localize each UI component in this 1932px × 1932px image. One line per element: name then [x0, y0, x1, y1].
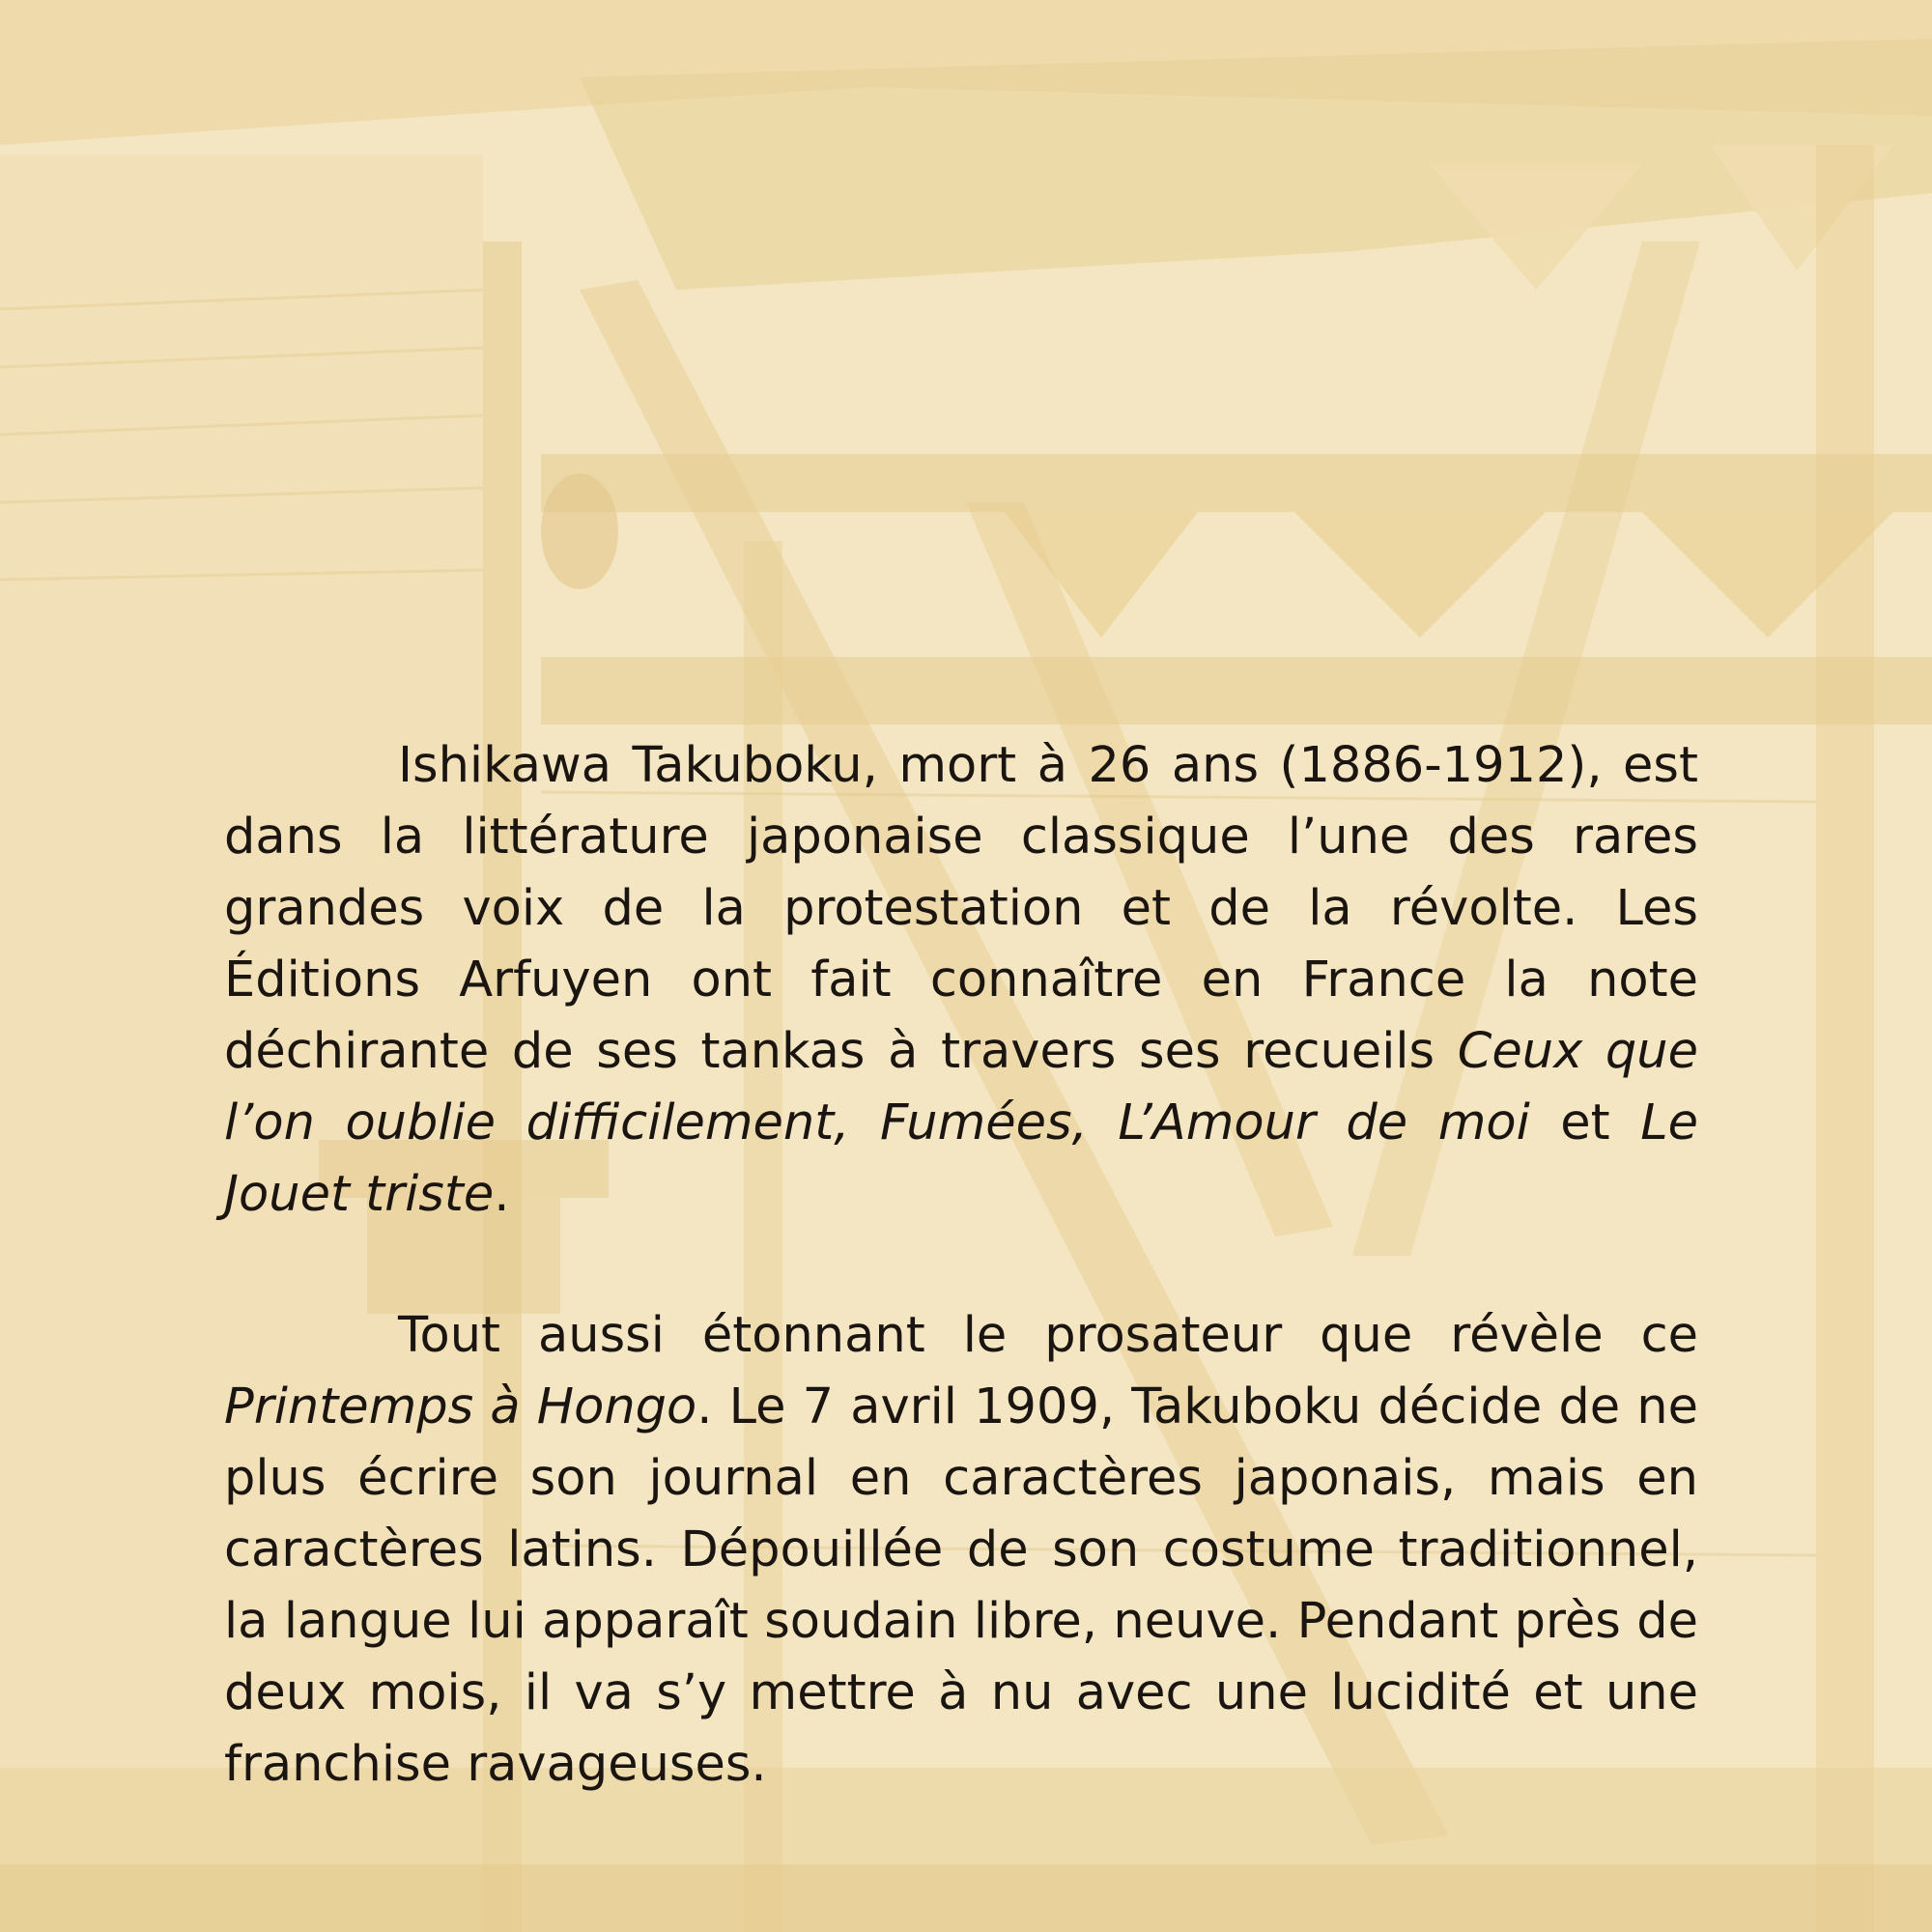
paragraph-2-text	[224, 1300, 1698, 1801]
paragraph-1	[224, 730, 1698, 1231]
paragraph-1-part-2: et	[1529, 1094, 1641, 1151]
paragraph-2-part-1: Tout aussi étonnant le prosateur que révèle ce	[398, 1307, 1698, 1364]
paragraph-2-part-2: . Le 7 avril 1909, Takuboku décide de ne plus écrire son journal en caractères japonais, mais en caractères latins. Dépouillée de son costume traditionnel, la langue lui apparaît soudain libre, neuve. Pendant près de deux mois, il va s’y mettre à nu avec une lucidité et une franchise ravageuses.	[224, 1378, 1698, 1793]
book-title-printemps-a-hongo: Printemps à Hongo	[224, 1378, 697, 1435]
book-title-jouet-triste: Le Jouet triste	[224, 1094, 1698, 1223]
paragraph-1-part-3: .	[494, 1166, 510, 1223]
book-titles-italic: Ceux que l’on oublie difficilement, Fumées, L’Amour de moi	[224, 1023, 1698, 1151]
paragraph-1-part-1: Ishikawa Takuboku, mort à 26 ans (1886-1912), est dans la littérature japonaise classique l’une des rares grandes voix de la protestation et de la révolte. Les Éditions Arfuyen ont fait connaître en France la note déchirante de ses tankas à travers ses recueils	[224, 737, 1698, 1080]
paragraph-1-text	[224, 730, 1698, 1231]
paragraph-2	[224, 1300, 1698, 1801]
